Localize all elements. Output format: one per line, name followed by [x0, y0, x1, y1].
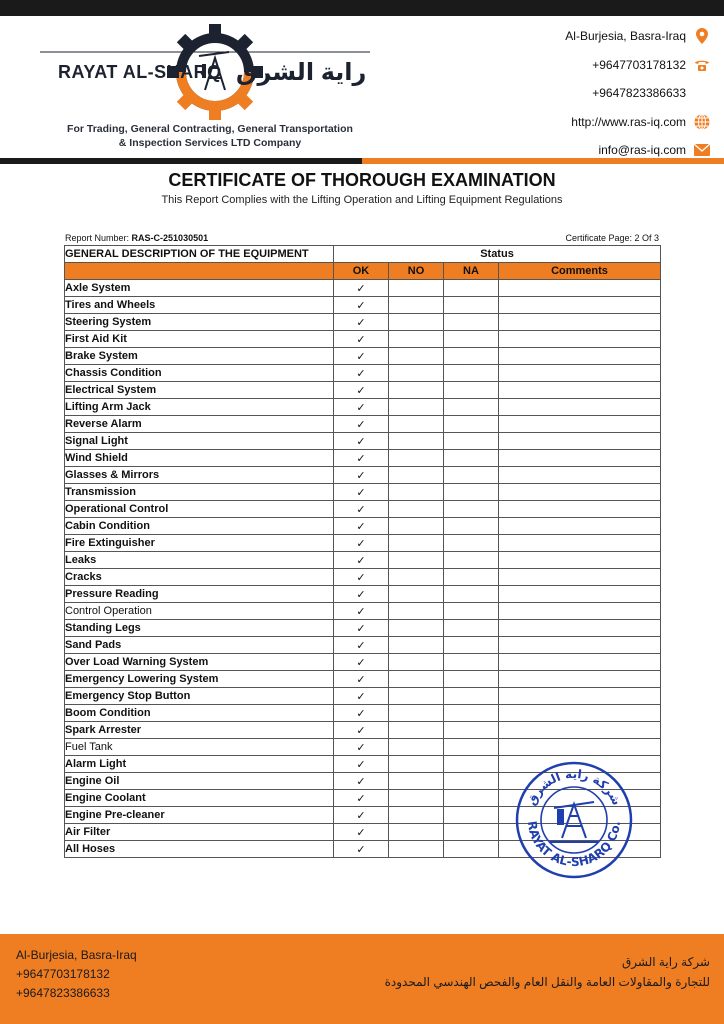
comments-cell: [499, 416, 661, 433]
comments-cell: [499, 297, 661, 314]
report-number-label: Report Number:: [65, 233, 130, 243]
status-no-cell: [389, 297, 444, 314]
status-na-cell: [444, 348, 499, 365]
svg-text:RAYAT AL-SHARQ Co.: [525, 820, 623, 869]
phone-icon: [694, 57, 710, 73]
status-na-cell: [444, 365, 499, 382]
status-ok-cell: ✓: [334, 518, 389, 535]
table-row: [65, 552, 661, 569]
globe-icon: [694, 114, 710, 130]
status-no-cell: [389, 484, 444, 501]
status-ok-cell: ✓: [334, 348, 389, 365]
status-ok-cell: ✓: [334, 399, 389, 416]
footer-company-name-ar: شركة راية الشرق: [621, 955, 710, 969]
certificate-page: Certificate Page: 2 Of 3: [565, 233, 659, 243]
description-header: GENERAL DESCRIPTION OF THE EQUIPMENT: [65, 246, 334, 263]
equipment-item: Steering System: [65, 314, 334, 331]
equipment-item: Pressure Reading: [65, 586, 334, 603]
status-no-cell: [389, 654, 444, 671]
status-ok-cell: ✓: [334, 722, 389, 739]
status-na-cell: [444, 620, 499, 637]
status-na-cell: [444, 790, 499, 807]
company-logo: [40, 22, 370, 150]
status-no-cell: [389, 365, 444, 382]
status-na-cell: [444, 654, 499, 671]
status-no-cell: [389, 688, 444, 705]
phone-2-text[interactable]: +9647823386633: [592, 86, 686, 101]
status-ok-cell: ✓: [334, 331, 389, 348]
table-row: [65, 280, 661, 297]
equipment-item: Engine Pre-cleaner: [65, 807, 334, 824]
equipment-item: Engine Oil: [65, 773, 334, 790]
equipment-item: Operational Control: [65, 501, 334, 518]
footer-services-ar: للتجارة والمقاولات العامة والنقل العام والفحص الهندسي المحدودة: [384, 975, 710, 989]
footer-contact: [16, 946, 137, 1003]
equipment-item: All Hoses: [65, 841, 334, 858]
status-na-cell: [444, 773, 499, 790]
status-ok-cell: ✓: [334, 654, 389, 671]
table-row: [65, 331, 661, 348]
location-pin-icon: [694, 28, 710, 44]
table-row: [65, 671, 661, 688]
table-row: [65, 620, 661, 637]
equipment-item: Tires and Wheels: [65, 297, 334, 314]
status-ok-cell: ✓: [334, 790, 389, 807]
tagline-line-2: & Inspection Services LTD Company: [118, 137, 302, 149]
status-ok-cell: ✓: [334, 705, 389, 722]
status-no-cell: [389, 416, 444, 433]
contact-website: [510, 108, 710, 137]
status-no-cell: [389, 705, 444, 722]
comments-cell: [499, 739, 661, 756]
status-no-cell: [389, 722, 444, 739]
status-ok-cell: ✓: [334, 569, 389, 586]
status-ok-cell: ✓: [334, 467, 389, 484]
header-divider: [0, 158, 724, 164]
comments-cell: [499, 433, 661, 450]
equipment-item: Cabin Condition: [65, 518, 334, 535]
brand-name-en: RAYAT AL-SHARQ: [58, 62, 222, 82]
status-na-cell: [444, 552, 499, 569]
column-header-ok: OK: [334, 263, 389, 280]
status-no-cell: [389, 603, 444, 620]
table-row: [65, 637, 661, 654]
comments-cell: [499, 348, 661, 365]
equipment-item: Chassis Condition: [65, 365, 334, 382]
status-no-cell: [389, 824, 444, 841]
equipment-item: Axle System: [65, 280, 334, 297]
table-row: [65, 314, 661, 331]
status-ok-cell: ✓: [334, 807, 389, 824]
status-no-cell: [389, 501, 444, 518]
comments-cell: [499, 603, 661, 620]
status-no-cell: [389, 756, 444, 773]
status-na-cell: [444, 637, 499, 654]
equipment-item: Control Operation: [65, 603, 334, 620]
status-no-cell: [389, 518, 444, 535]
status-ok-cell: ✓: [334, 552, 389, 569]
status-no-cell: [389, 807, 444, 824]
status-no-cell: [389, 739, 444, 756]
column-header-na: NA: [444, 263, 499, 280]
table-row: [65, 705, 661, 722]
table-row: [65, 484, 661, 501]
table-row: [65, 688, 661, 705]
equipment-item: Leaks: [65, 552, 334, 569]
contact-address: [510, 22, 710, 51]
status-no-cell: [389, 467, 444, 484]
comments-cell: [499, 365, 661, 382]
status-no-cell: [389, 841, 444, 858]
contact-block: [510, 22, 710, 165]
stamp-english-text: RAYAT AL-SHARQ Co.: [524, 820, 624, 870]
status-no-cell: [389, 399, 444, 416]
contact-phone-1: [510, 51, 710, 80]
equipment-item: Emergency Stop Button: [65, 688, 334, 705]
status-na-cell: [444, 467, 499, 484]
status-na-cell: [444, 739, 499, 756]
equipment-item: Cracks: [65, 569, 334, 586]
status-no-cell: [389, 671, 444, 688]
table-row: [65, 654, 661, 671]
website-link[interactable]: http://www.ras-iq.com: [571, 114, 686, 129]
table-row: [65, 739, 661, 756]
status-na-cell: [444, 331, 499, 348]
equipment-item: Reverse Alarm: [65, 416, 334, 433]
status-ok-cell: ✓: [334, 756, 389, 773]
status-na-cell: [444, 671, 499, 688]
equipment-item: Transmission: [65, 484, 334, 501]
comments-cell: [499, 705, 661, 722]
comments-cell: [499, 552, 661, 569]
comments-cell: [499, 331, 661, 348]
status-na-cell: [444, 280, 499, 297]
spacer-icon: [694, 85, 710, 101]
status-ok-cell: ✓: [334, 535, 389, 552]
status-no-cell: [389, 790, 444, 807]
status-na-cell: [444, 756, 499, 773]
email-link[interactable]: info@ras-iq.com: [598, 143, 686, 158]
comments-cell: [499, 518, 661, 535]
status-no-cell: [389, 331, 444, 348]
equipment-item: Lifting Arm Jack: [65, 399, 334, 416]
column-header-comments: Comments: [499, 263, 661, 280]
status-no-cell: [389, 637, 444, 654]
address-text: Al-Burjesia, Basra-Iraq: [565, 29, 686, 44]
page-footer: [0, 934, 724, 1024]
table-row: [65, 518, 661, 535]
company-tagline: [40, 122, 380, 150]
brand-name-ar: راية الشرق: [236, 59, 367, 86]
comments-cell: [499, 484, 661, 501]
equipment-item: Electrical System: [65, 382, 334, 399]
equipment-item: Alarm Light: [65, 756, 334, 773]
status-na-cell: [444, 824, 499, 841]
table-row: [65, 467, 661, 484]
status-na-cell: [444, 535, 499, 552]
table-row: [65, 433, 661, 450]
status-na-cell: [444, 450, 499, 467]
status-na-cell: [444, 382, 499, 399]
status-no-cell: [389, 314, 444, 331]
document-title: CERTIFICATE OF THOROUGH EXAMINATION: [168, 170, 556, 190]
status-no-cell: [389, 535, 444, 552]
status-ok-cell: ✓: [334, 382, 389, 399]
document-subtitle: This Report Complies with the Lifting Operation and Lifting Equipment Regulations: [161, 194, 563, 206]
status-ok-cell: ✓: [334, 314, 389, 331]
status-ok-cell: ✓: [334, 416, 389, 433]
status-na-cell: [444, 297, 499, 314]
comments-cell: [499, 382, 661, 399]
comments-cell: [499, 450, 661, 467]
comments-cell: [499, 280, 661, 297]
table-row: [65, 603, 661, 620]
status-ok-cell: ✓: [334, 484, 389, 501]
status-na-cell: [444, 705, 499, 722]
comments-cell: [499, 586, 661, 603]
envelope-icon: [694, 142, 710, 158]
phone-1-text[interactable]: +9647703178132: [592, 57, 686, 72]
equipment-item: Standing Legs: [65, 620, 334, 637]
column-header-no: NO: [389, 263, 444, 280]
company-stamp: [514, 760, 634, 880]
comments-cell: [499, 654, 661, 671]
comments-cell: [499, 620, 661, 637]
status-na-cell: [444, 518, 499, 535]
comments-cell: [499, 501, 661, 518]
table-row: [65, 297, 661, 314]
status-na-cell: [444, 569, 499, 586]
status-na-cell: [444, 586, 499, 603]
table-row: [65, 382, 661, 399]
status-na-cell: [444, 688, 499, 705]
equipment-item: Engine Coolant: [65, 790, 334, 807]
status-ok-cell: ✓: [334, 739, 389, 756]
status-no-cell: [389, 552, 444, 569]
comments-cell: [499, 671, 661, 688]
equipment-item: First Aid Kit: [65, 331, 334, 348]
status-no-cell: [389, 348, 444, 365]
table-row: [65, 348, 661, 365]
status-no-cell: [389, 450, 444, 467]
status-ok-cell: ✓: [334, 620, 389, 637]
equipment-item: Emergency Lowering System: [65, 671, 334, 688]
equipment-item: Fire Extinguisher: [65, 535, 334, 552]
report-number: [65, 233, 208, 243]
status-na-cell: [444, 807, 499, 824]
table-row: [65, 399, 661, 416]
table-row: [65, 416, 661, 433]
status-ok-cell: ✓: [334, 773, 389, 790]
status-na-cell: [444, 484, 499, 501]
description-header-fill: [65, 263, 334, 280]
status-na-cell: [444, 433, 499, 450]
status-no-cell: [389, 773, 444, 790]
status-ok-cell: ✓: [334, 297, 389, 314]
footer-address: Al-Burjesia, Basra-Iraq: [16, 948, 137, 962]
status-ok-cell: ✓: [334, 501, 389, 518]
status-ok-cell: ✓: [334, 450, 389, 467]
status-ok-cell: ✓: [334, 603, 389, 620]
status-no-cell: [389, 280, 444, 297]
equipment-item: Boom Condition: [65, 705, 334, 722]
comments-cell: [499, 399, 661, 416]
table-row: [65, 501, 661, 518]
report-number-value: RAS-C-251030501: [131, 233, 209, 243]
tagline-line-1: For Trading, General Contracting, General Transportation: [67, 123, 353, 135]
footer-phone-2[interactable]: +9647823386633: [16, 986, 110, 1000]
comments-cell: [499, 467, 661, 484]
equipment-item: Over Load Warning System: [65, 654, 334, 671]
comments-cell: [499, 314, 661, 331]
table-row: [65, 586, 661, 603]
status-ok-cell: ✓: [334, 433, 389, 450]
top-bar: [0, 0, 724, 16]
table-row: [65, 365, 661, 382]
status-no-cell: [389, 569, 444, 586]
equipment-item: Signal Light: [65, 433, 334, 450]
status-no-cell: [389, 620, 444, 637]
table-row: [65, 722, 661, 739]
comments-cell: [499, 722, 661, 739]
equipment-item: Fuel Tank: [65, 739, 334, 756]
status-ok-cell: ✓: [334, 637, 389, 654]
comments-cell: [499, 535, 661, 552]
status-ok-cell: ✓: [334, 671, 389, 688]
status-header: Status: [334, 246, 661, 263]
status-ok-cell: ✓: [334, 365, 389, 382]
equipment-item: Air Filter: [65, 824, 334, 841]
status-na-cell: [444, 722, 499, 739]
equipment-item: Brake System: [65, 348, 334, 365]
status-na-cell: [444, 314, 499, 331]
status-na-cell: [444, 841, 499, 858]
status-no-cell: [389, 382, 444, 399]
table-row: [65, 569, 661, 586]
table-row: [65, 535, 661, 552]
status-ok-cell: ✓: [334, 280, 389, 297]
status-ok-cell: ✓: [334, 688, 389, 705]
status-na-cell: [444, 603, 499, 620]
status-na-cell: [444, 501, 499, 518]
table-row: [65, 450, 661, 467]
status-ok-cell: ✓: [334, 824, 389, 841]
equipment-item: Sand Pads: [65, 637, 334, 654]
status-ok-cell: ✓: [334, 586, 389, 603]
contact-phone-2: [510, 79, 710, 108]
equipment-item: Spark Arrester: [65, 722, 334, 739]
status-na-cell: [444, 416, 499, 433]
status-no-cell: [389, 433, 444, 450]
comments-cell: [499, 637, 661, 654]
comments-cell: [499, 688, 661, 705]
status-ok-cell: ✓: [334, 841, 389, 858]
stamp-arabic-text: شركة راية الشرق: [524, 766, 624, 808]
footer-phone-1[interactable]: +9647703178132: [16, 967, 110, 981]
status-no-cell: [389, 586, 444, 603]
status-na-cell: [444, 399, 499, 416]
footer-company-ar: [385, 952, 710, 992]
report-meta: [65, 233, 659, 243]
comments-cell: [499, 569, 661, 586]
equipment-item: Glasses & Mirrors: [65, 467, 334, 484]
equipment-item: Wind Shield: [65, 450, 334, 467]
